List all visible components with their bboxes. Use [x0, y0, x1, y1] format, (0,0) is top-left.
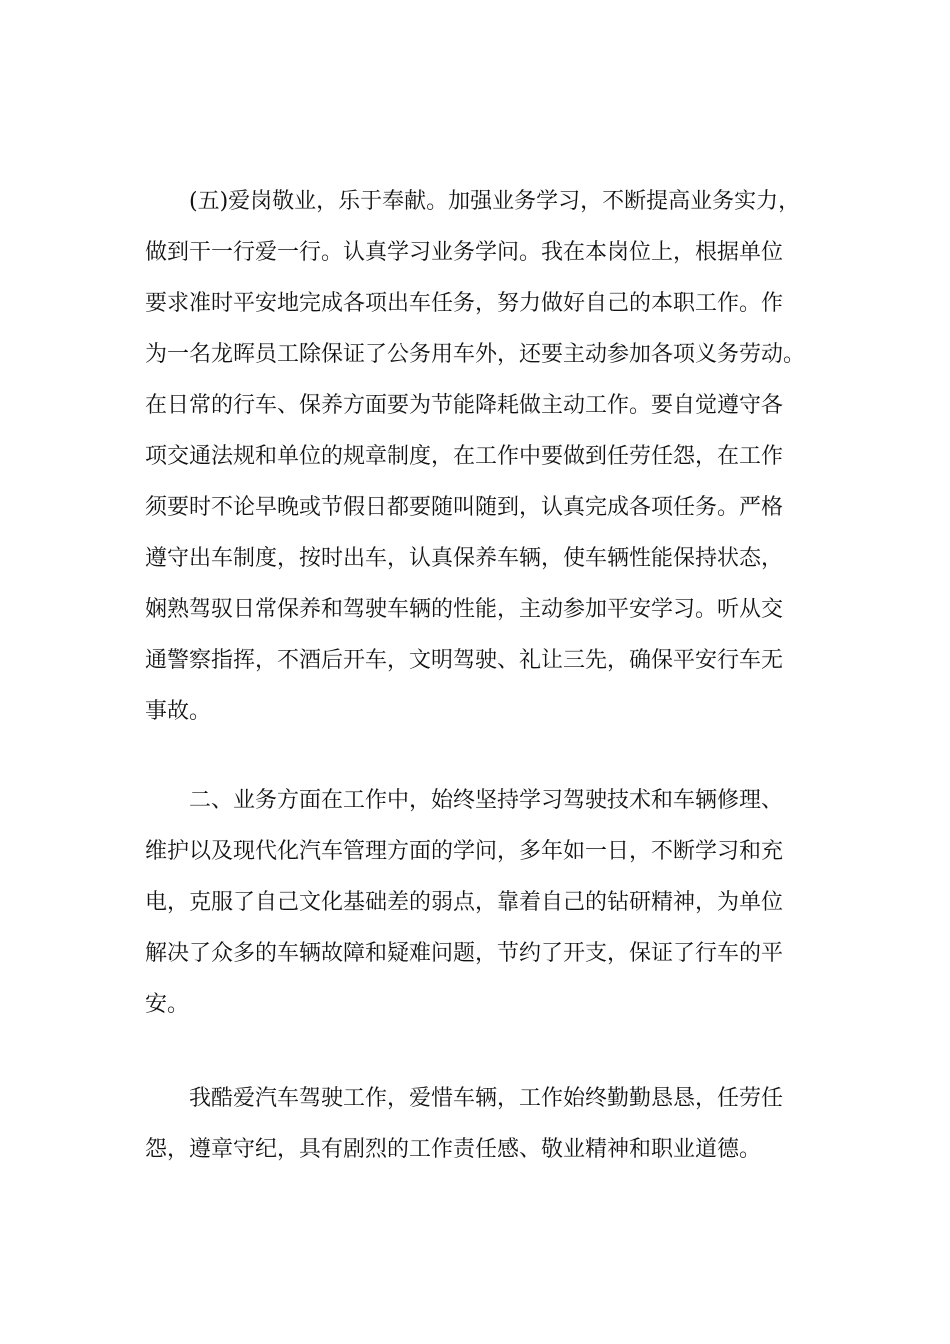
- text-line: 遵守出车制度，按时出车，认真保养车辆，使车辆性能保持状态，: [145, 546, 784, 571]
- text-line: 安。: [145, 992, 190, 1017]
- text-line: 事故。: [145, 699, 212, 724]
- text-line: 要求准时平安地完成各项出车任务，努力做好自己的本职工作。作: [145, 291, 784, 316]
- text-line: 为一名龙晖员工除保证了公务用车外，还要主动参加各项义务劳动。: [145, 342, 806, 367]
- text-line: (五)爱岗敬业，乐于奉献。加强业务学习，不断提高业务实力，: [189, 189, 801, 214]
- text-line: 二、业务方面在工作中，始终坚持学习驾驶技术和车辆修理、: [189, 788, 784, 813]
- text-line: 通警察指挥，不酒后开车，文明驾驶、礼让三先，确保平安行车无: [145, 648, 784, 673]
- text-line: 怨，遵章守纪，具有剧烈的工作责任感、敬业精神和职业道德。: [145, 1137, 762, 1162]
- text-line: 解决了众多的车辆故障和疑难问题，节约了开支，保证了行车的平: [145, 941, 784, 966]
- text-line: 我酷爱汽车驾驶工作，爱惜车辆，工作始终勤勤恳恳，任劳任: [189, 1086, 784, 1111]
- text-line: 娴熟驾驭日常保养和驾驶车辆的性能，主动参加平安学习。听从交: [145, 597, 784, 622]
- text-line: 项交通法规和单位的规章制度，在工作中要做到任劳任怨，在工作: [145, 444, 784, 469]
- text-line: 在日常的行车、保养方面要为节能降耗做主动工作。要自觉遵守各: [145, 393, 784, 418]
- text-line: 做到干一行爱一行。认真学习业务学问。我在本岗位上，根据单位: [145, 240, 784, 265]
- paragraph-dedication: [145, 176, 815, 737]
- paragraph-business: [145, 775, 815, 1030]
- text-line: 须要时不论早晚或节假日都要随叫随到，认真完成各项任务。严格: [145, 495, 784, 520]
- text-line: 电，克服了自己文化基础差的弱点，靠着自己的钻研精神，为单位: [145, 890, 784, 915]
- paragraph-attitude: [145, 1073, 815, 1175]
- text-line: 维护以及现代化汽车管理方面的学问，多年如一日，不断学习和充: [145, 839, 784, 864]
